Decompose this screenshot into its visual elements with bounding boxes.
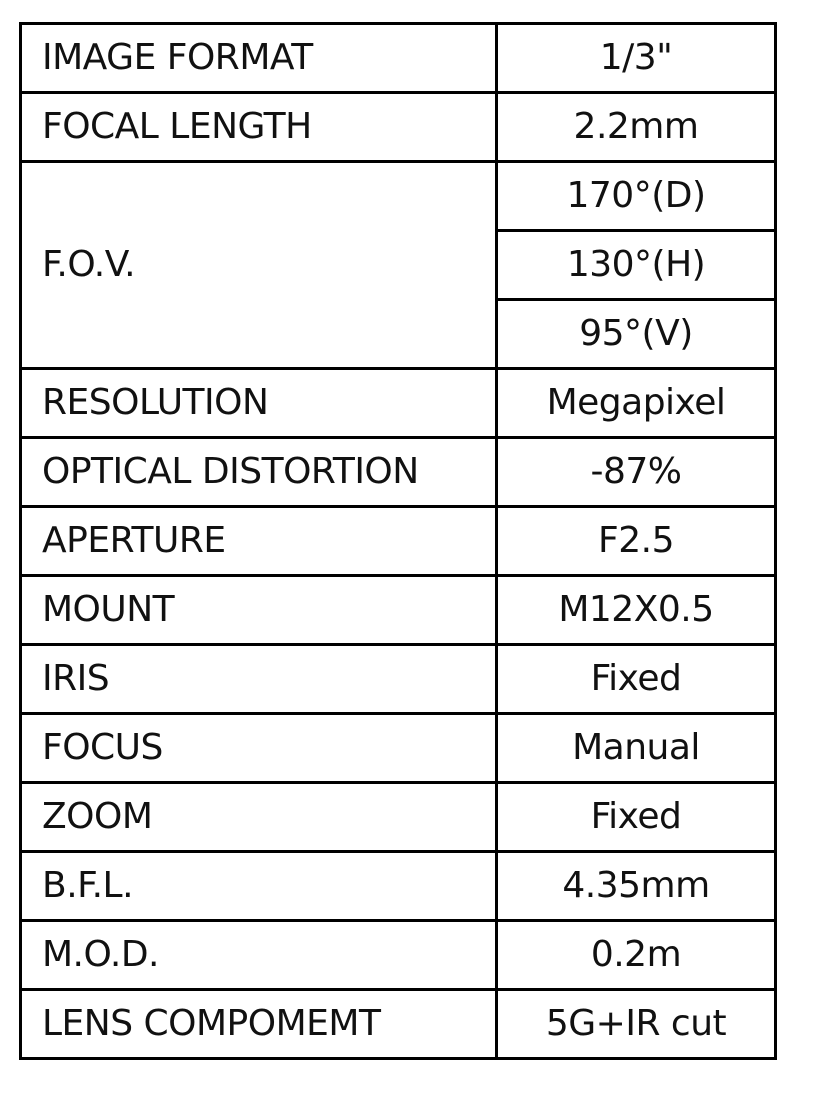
spec-label-bfl: B.F.L. xyxy=(21,852,497,921)
spec-label-focal-length: FOCAL LENGTH xyxy=(21,93,497,162)
spec-value-fov-vertical: 95°(V) xyxy=(497,300,776,369)
spec-label-mod: M.O.D. xyxy=(21,921,497,990)
spec-value-image-format: 1/3" xyxy=(497,24,776,93)
table-row xyxy=(21,576,776,645)
table-row xyxy=(21,990,776,1059)
spec-value-resolution: Megapixel xyxy=(497,369,776,438)
spec-value-mount: M12X0.5 xyxy=(497,576,776,645)
table-row xyxy=(21,507,776,576)
spec-value-zoom: Fixed xyxy=(497,783,776,852)
spec-value-fov-horizontal: 130°(H) xyxy=(497,231,776,300)
spec-label-iris: IRIS xyxy=(21,645,497,714)
spec-label-focus: FOCUS xyxy=(21,714,497,783)
spec-value-focal-length: 2.2mm xyxy=(497,93,776,162)
table-row xyxy=(21,783,776,852)
spec-value-bfl: 4.35mm xyxy=(497,852,776,921)
spec-label-fov: F.O.V. xyxy=(21,162,497,369)
table-row xyxy=(21,24,776,93)
lens-spec-table xyxy=(19,22,777,1060)
spec-value-focus: Manual xyxy=(497,714,776,783)
spec-value-aperture: F2.5 xyxy=(497,507,776,576)
table-row xyxy=(21,369,776,438)
spec-label-mount: MOUNT xyxy=(21,576,497,645)
table-row xyxy=(21,438,776,507)
spec-label-zoom: ZOOM xyxy=(21,783,497,852)
spec-value-iris: Fixed xyxy=(497,645,776,714)
table-row xyxy=(21,162,776,231)
spec-value-optical-distortion: -87% xyxy=(497,438,776,507)
spec-value-fov-diagonal: 170°(D) xyxy=(497,162,776,231)
spec-label-image-format: IMAGE FORMAT xyxy=(21,24,497,93)
spec-label-aperture: APERTURE xyxy=(21,507,497,576)
table-row xyxy=(21,852,776,921)
spec-label-optical-distortion: OPTICAL DISTORTION xyxy=(21,438,497,507)
spec-label-resolution: RESOLUTION xyxy=(21,369,497,438)
table-row xyxy=(21,714,776,783)
spec-value-mod: 0.2m xyxy=(497,921,776,990)
table-row xyxy=(21,645,776,714)
spec-label-lens-component: LENS COMPOMEMT xyxy=(21,990,497,1059)
table-row xyxy=(21,93,776,162)
spec-value-lens-component: 5G+IR cut xyxy=(497,990,776,1059)
table-row xyxy=(21,921,776,990)
